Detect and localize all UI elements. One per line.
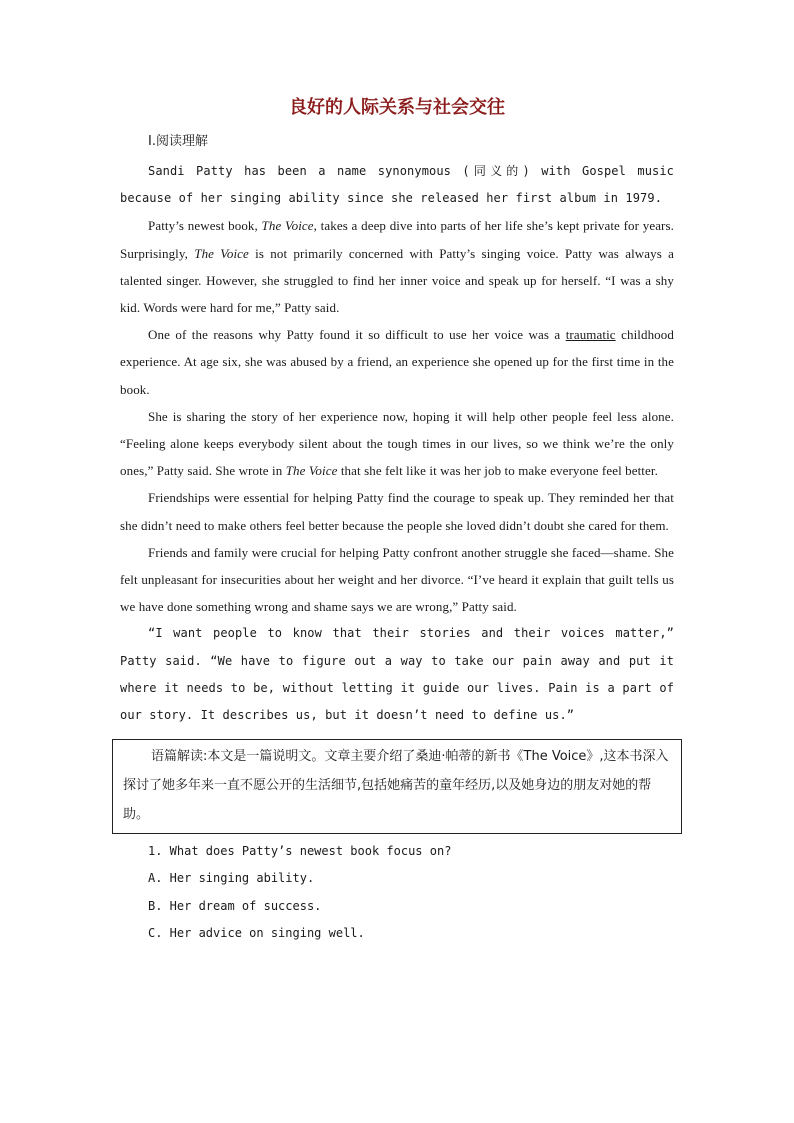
- question-stem: 1. What does Patty’s newest book focus on?: [148, 844, 452, 859]
- paragraph-2-text-a: Patty’s newest book,: [148, 218, 262, 234]
- paragraph-2-text-e: is not primarily concerned with Patty’s singing voice. Patty was always a talented singer. However, she struggled to find her inner voice and speak up for herself. “I was a shy kid. Words were hard for me,” Patty said.: [120, 245, 674, 316]
- paragraph-5: Friendships were essential for helping Patty find the courage to speak up. They reminded her that she didn’t need to make others feel better because the people she loved didn’t doubt she cared for them.: [120, 490, 674, 533]
- paragraph-1: Sandi Patty has been a name synonymous (同义的) with Gospel music because of her singing ability since she released her first album in 1979.: [120, 164, 674, 206]
- paragraph-3-text-a: One of the reasons why Patty found it so difficult to use her voice was a: [148, 327, 566, 343]
- option-c: C. Her advice on singing well.: [148, 925, 365, 940]
- book-title-italic: The Voice,: [261, 218, 318, 234]
- paragraph-3: [120, 321, 674, 403]
- underlined-word: traumatic: [565, 327, 616, 343]
- paragraph-4: [120, 403, 674, 485]
- reading-note-box: 语篇解读:本文是一篇说明文。文章主要介绍了桑迪·帕蒂的新书《The Voice》,这本书深入探讨了她多年来一直不愿公开的生活细节,包括她痛苦的童年经历,以及她身边的朋友对她的帮助。: [112, 739, 682, 834]
- paragraph-4-text-c: that she felt like it was her job to make everyone feel better.: [337, 463, 658, 479]
- paragraph-7: “I want people to know that their stories and their voices matter,” Patty said. “We have to figure out a way to take our pain away and put it where it needs to be, without letting it guide our lives. Pain is a part of our story. It describes us, but it doesn’t need to define us.”: [120, 626, 674, 723]
- book-title-italic: The Voice: [194, 245, 249, 261]
- option-a: A. Her singing ability.: [148, 871, 315, 886]
- page-title: 良好的人际关系与社会交往: [289, 97, 505, 118]
- section-heading: Ⅰ.阅读理解: [148, 134, 208, 149]
- option-b: B. Her dream of success.: [148, 898, 322, 913]
- paragraph-4-text-a: She is sharing the story of her experience now, hoping it will help other people feel less alone. “Feeling alone keeps everybody silent about the tough times in our lives, so we think we’re the only ones,” Patty said. She wrote in: [120, 408, 674, 479]
- paragraph-6: Friends and family were crucial for helping Patty confront another struggle she faced—shame. She felt unpleasant for insecurities about her weight and her divorce. “I’ve heard it explain that guilt tells us we have done something wrong and shame says we are wrong,” Patty said.: [120, 544, 674, 615]
- book-title-italic: The Voice: [285, 463, 338, 479]
- paragraph-2-text-c: takes a deep dive into parts of her life she’s kept private for years. Surprisingly,: [120, 218, 674, 261]
- question-block: [120, 838, 674, 947]
- paragraph-2: [120, 212, 674, 321]
- paragraph-3-text-c: childhood experience. At age six, she was abused by a friend, an experience she opened up for the first time in the book.: [120, 327, 674, 397]
